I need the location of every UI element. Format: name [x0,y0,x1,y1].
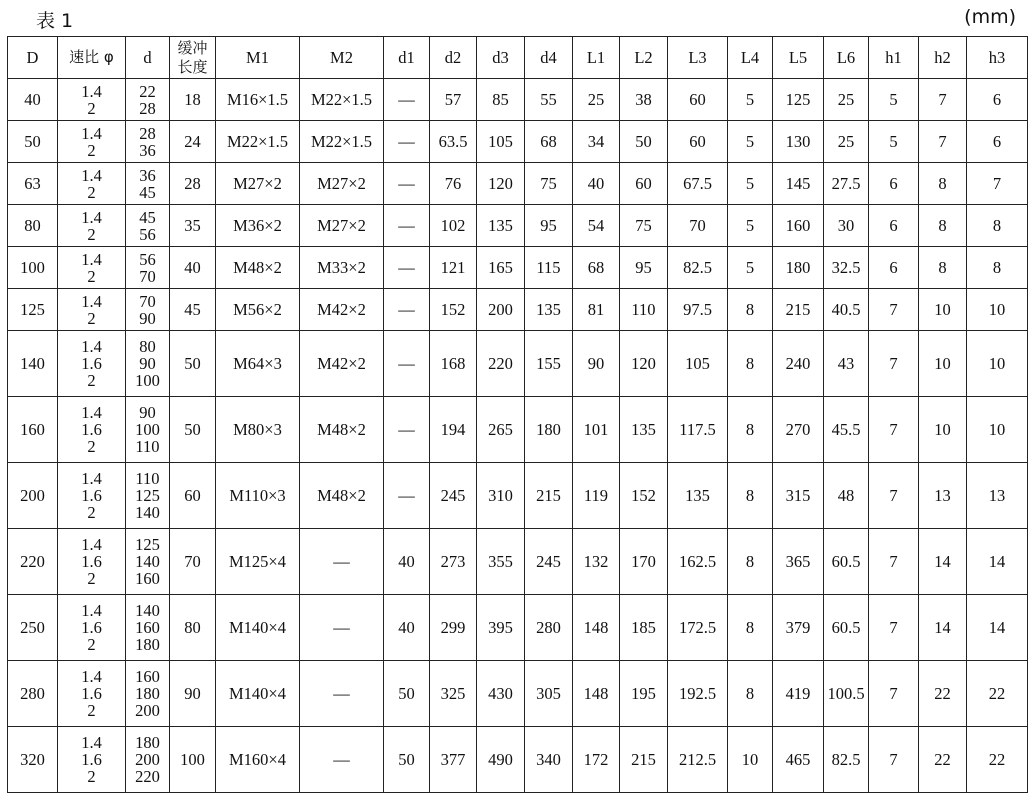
table-cell: 25 [824,79,869,121]
table-cell: 7 [869,397,919,463]
table-cell: 38 [620,79,668,121]
table-cell: 50 [170,331,216,397]
table-cell: 63 [8,163,58,205]
table-cell: 80 90 100 [126,331,170,397]
table-row [8,331,1028,397]
table-row [8,79,1028,121]
table-cell: 1.4 1.6 2 [58,727,126,793]
column-header: D [8,37,58,79]
table-cell: 60 [620,163,668,205]
table-cell: — [384,205,430,247]
table-cell: 379 [773,595,824,661]
table-cell: 48 [824,463,869,529]
table-cell: 5 [728,79,773,121]
column-header: h2 [919,37,967,79]
table-cell: 7 [919,121,967,163]
table-cell: 340 [525,727,573,793]
table-cell: 36 45 [126,163,170,205]
table-cell: 6 [869,163,919,205]
table-cell: 50 [620,121,668,163]
table-cell: 68 [573,247,620,289]
table-cell: 40 [573,163,620,205]
table-cell: 135 [620,397,668,463]
table-cell: 5 [728,121,773,163]
table-cell: 24 [170,121,216,163]
table-cell: 40.5 [824,289,869,331]
table-cell: 105 [477,121,525,163]
table-cell: 7 [869,595,919,661]
table-cell: 50 [170,397,216,463]
table-cell: 125 [8,289,58,331]
table-cell: 5 [728,247,773,289]
table-cell: 135 [525,289,573,331]
table-cell: 132 [573,529,620,595]
table-cell: 160 [8,397,58,463]
table-cell: 5 [728,205,773,247]
table-cell: 75 [525,163,573,205]
column-header: M2 [300,37,384,79]
table-cell: M48×2 [300,397,384,463]
table-cell: 14 [967,529,1028,595]
table-cell: 121 [430,247,477,289]
table-cell: 70 90 [126,289,170,331]
table-cell: 22 [967,661,1028,727]
table-cell: 1.4 2 [58,163,126,205]
table-cell: 125 140 160 [126,529,170,595]
table-cell: M160×4 [216,727,300,793]
table-cell: M42×2 [300,331,384,397]
table-cell: 8 [728,661,773,727]
table-cell: 8 [967,247,1028,289]
table-cell: 135 [668,463,728,529]
table-cell: 7 [869,529,919,595]
table-cell: 299 [430,595,477,661]
table-cell: — [384,331,430,397]
table-cell: M27×2 [216,163,300,205]
table-cell: 273 [430,529,477,595]
header-row [8,37,1028,79]
column-header: d2 [430,37,477,79]
table-row [8,163,1028,205]
table-cell: 14 [919,595,967,661]
table-cell: 22 [967,727,1028,793]
column-header: d1 [384,37,430,79]
column-header: d3 [477,37,525,79]
table-cell: 82.5 [668,247,728,289]
table-cell: 135 [477,205,525,247]
column-header: L4 [728,37,773,79]
table-cell: 7 [869,463,919,529]
table-cell: 1.4 1.6 2 [58,331,126,397]
table-cell: 10 [967,289,1028,331]
table-cell: 1.4 1.6 2 [58,661,126,727]
table-cell: 8 [728,397,773,463]
table-cell: M48×2 [216,247,300,289]
table-cell: 90 100 110 [126,397,170,463]
table-cell: 1.4 2 [58,79,126,121]
table-cell: — [300,727,384,793]
table-cell: 430 [477,661,525,727]
table-cell: M110×3 [216,463,300,529]
table-cell: 50 [384,661,430,727]
table-cell: 76 [430,163,477,205]
table-cell: 63.5 [430,121,477,163]
table-cell: 50 [384,727,430,793]
table-cell: 152 [620,463,668,529]
table-row [8,595,1028,661]
table-cell: — [384,121,430,163]
table-cell: 70 [668,205,728,247]
table-cell: M48×2 [300,463,384,529]
table-cell: 8 [919,247,967,289]
table-cell: 325 [430,661,477,727]
table-cell: 50 [8,121,58,163]
table-cell: 55 [525,79,573,121]
table-cell: 43 [824,331,869,397]
table-cell: M80×3 [216,397,300,463]
table-cell: 35 [170,205,216,247]
table-cell: 8 [919,205,967,247]
table-row [8,661,1028,727]
table-cell: 180 [525,397,573,463]
table-cell: 212.5 [668,727,728,793]
table-cell: 115 [525,247,573,289]
table-cell: 377 [430,727,477,793]
column-header: 缓冲 长度 [170,37,216,79]
table-cell: 192.5 [668,661,728,727]
table-cell: 40 [384,529,430,595]
table-cell: 315 [773,463,824,529]
table-cell: 45 [170,289,216,331]
table-cell: 1.4 1.6 2 [58,529,126,595]
column-header: L5 [773,37,824,79]
table-cell: 28 [170,163,216,205]
table-cell: M64×3 [216,331,300,397]
table-cell: 355 [477,529,525,595]
table-cell: 100 [170,727,216,793]
table-cell: 5 [869,79,919,121]
table-cell: 490 [477,727,525,793]
table-row [8,727,1028,793]
table-cell: 13 [919,463,967,529]
column-header: d [126,37,170,79]
table-cell: 180 [773,247,824,289]
table-cell: 90 [573,331,620,397]
table-cell: 8 [967,205,1028,247]
table-cell: 215 [620,727,668,793]
table-cell: 27.5 [824,163,869,205]
table-row [8,289,1028,331]
table-cell: 140 160 180 [126,595,170,661]
table-cell: 60 [668,121,728,163]
table-cell: M22×1.5 [300,79,384,121]
table-cell: 10 [919,331,967,397]
dimension-table [7,36,1028,793]
table-cell: 215 [525,463,573,529]
column-header: 速比 φ [58,37,126,79]
table-cell: 245 [430,463,477,529]
table-cell: 200 [8,463,58,529]
table-cell: M42×2 [300,289,384,331]
table-cell: 100 [8,247,58,289]
table-cell: 172.5 [668,595,728,661]
table-row [8,397,1028,463]
table-cell: 162.5 [668,529,728,595]
table-cell: 220 [8,529,58,595]
table-cell: 45.5 [824,397,869,463]
table-cell: 56 70 [126,247,170,289]
table-cell: 14 [967,595,1028,661]
table-row [8,205,1028,247]
table-cell: — [384,289,430,331]
table-cell: 1.4 2 [58,289,126,331]
table-cell: 57 [430,79,477,121]
table-cell: 34 [573,121,620,163]
table-cell: M27×2 [300,163,384,205]
table-cell: 1.4 1.6 2 [58,397,126,463]
table-cell: 160 [773,205,824,247]
table-cell: 68 [525,121,573,163]
table-cell: 10 [967,397,1028,463]
table-cell: 365 [773,529,824,595]
table-row [8,121,1028,163]
table-cell: 7 [869,727,919,793]
table-cell: 200 [477,289,525,331]
table-cell: — [384,79,430,121]
table-cell: 95 [620,247,668,289]
column-header: L3 [668,37,728,79]
table-cell: 194 [430,397,477,463]
table-row [8,529,1028,595]
table-cell: 60 [668,79,728,121]
table-cell: 67.5 [668,163,728,205]
table-cell: 80 [170,595,216,661]
table-cell: M36×2 [216,205,300,247]
table-cell: 220 [477,331,525,397]
table-cell: 155 [525,331,573,397]
table-cell: 95 [525,205,573,247]
table-cell: M22×1.5 [216,121,300,163]
table-cell: 8 [728,463,773,529]
column-header: h1 [869,37,919,79]
table-cell: 32.5 [824,247,869,289]
table-cell: 172 [573,727,620,793]
table-row [8,463,1028,529]
table-cell: 6 [967,121,1028,163]
table-cell: 70 [170,529,216,595]
table-cell: 28 36 [126,121,170,163]
table-cell: 180 200 220 [126,727,170,793]
table-cell: 5 [869,121,919,163]
column-header: L2 [620,37,668,79]
table-cell: 465 [773,727,824,793]
table-cell: 60.5 [824,529,869,595]
table-cell: 10 [728,727,773,793]
table-cell: 1.4 2 [58,247,126,289]
table-cell: 160 180 200 [126,661,170,727]
table-cell: M125×4 [216,529,300,595]
table-cell: 195 [620,661,668,727]
table-cell: — [384,397,430,463]
table-cell: 60 [170,463,216,529]
table-cell: 25 [573,79,620,121]
table-cell: — [300,595,384,661]
table-cell: — [300,661,384,727]
table-cell: 395 [477,595,525,661]
table-cell: 117.5 [668,397,728,463]
table-cell: 110 [620,289,668,331]
table-cell: 97.5 [668,289,728,331]
table-cell: 170 [620,529,668,595]
table-cell: 245 [525,529,573,595]
table-cell: M27×2 [300,205,384,247]
column-header: M1 [216,37,300,79]
table-cell: 7 [919,79,967,121]
table-cell: 280 [8,661,58,727]
table-cell: 10 [919,397,967,463]
table-cell: 30 [824,205,869,247]
table-cell: 152 [430,289,477,331]
table-cell: — [384,463,430,529]
table-cell: 5 [728,163,773,205]
table-cell: 265 [477,397,525,463]
table-cell: 25 [824,121,869,163]
table-cell: 148 [573,661,620,727]
table-cell: 320 [8,727,58,793]
table-cell: 14 [919,529,967,595]
table-cell: M140×4 [216,595,300,661]
table-cell: 8 [728,529,773,595]
table-cell: 250 [8,595,58,661]
table-cell: 101 [573,397,620,463]
table-cell: 22 [919,727,967,793]
table-cell: 105 [668,331,728,397]
table-cell: 125 [773,79,824,121]
table-cell: 148 [573,595,620,661]
table-cell: 75 [620,205,668,247]
table-cell: 40 [384,595,430,661]
table-cell: 8 [728,289,773,331]
column-header: L6 [824,37,869,79]
table-cell: 40 [170,247,216,289]
table-cell: 45 56 [126,205,170,247]
table-cell: 60.5 [824,595,869,661]
unit-label: (mm) [964,6,1016,28]
table-cell: 1.4 2 [58,205,126,247]
table-cell: 1.4 2 [58,121,126,163]
table-cell: 7 [869,661,919,727]
table-cell: 13 [967,463,1028,529]
table-cell: 40 [8,79,58,121]
table-cell: 1.4 1.6 2 [58,595,126,661]
table-cell: 8 [728,595,773,661]
column-header: L1 [573,37,620,79]
table-cell: 120 [477,163,525,205]
table-cell: 7 [869,331,919,397]
table-cell: 130 [773,121,824,163]
table-cell: 119 [573,463,620,529]
table-cell: 310 [477,463,525,529]
table-cell: 6 [967,79,1028,121]
table-cell: 165 [477,247,525,289]
table-cell: 8 [919,163,967,205]
table-cell: — [300,529,384,595]
table-cell: 140 [8,331,58,397]
table-cell: 280 [525,595,573,661]
table-cell: 100.5 [824,661,869,727]
table-cell: 7 [967,163,1028,205]
table-cell: 305 [525,661,573,727]
column-header: h3 [967,37,1028,79]
table-cell: 145 [773,163,824,205]
table-caption: 表 1 [36,10,74,32]
table-cell: M22×1.5 [300,121,384,163]
table-cell: 81 [573,289,620,331]
table-cell: 110 125 140 [126,463,170,529]
table-cell: M56×2 [216,289,300,331]
table-cell: 10 [967,331,1028,397]
table-cell: 270 [773,397,824,463]
table-cell: — [384,163,430,205]
table-cell: 1.4 1.6 2 [58,463,126,529]
table-cell: 6 [869,247,919,289]
table-row [8,247,1028,289]
table-cell: 6 [869,205,919,247]
table-cell: 102 [430,205,477,247]
table-cell: 22 28 [126,79,170,121]
table-cell: 215 [773,289,824,331]
table-cell: M140×4 [216,661,300,727]
table-cell: 8 [728,331,773,397]
table-cell: 7 [869,289,919,331]
column-header: d4 [525,37,573,79]
table-cell: 22 [919,661,967,727]
table-cell: 185 [620,595,668,661]
table-cell: — [384,247,430,289]
table-cell: 10 [919,289,967,331]
table-cell: 18 [170,79,216,121]
table-cell: 120 [620,331,668,397]
table-cell: 54 [573,205,620,247]
table-cell: 240 [773,331,824,397]
table-cell: 85 [477,79,525,121]
table-cell: 80 [8,205,58,247]
table-cell: 419 [773,661,824,727]
table-cell: M33×2 [300,247,384,289]
table-cell: 90 [170,661,216,727]
table-cell: M16×1.5 [216,79,300,121]
table-cell: 168 [430,331,477,397]
table-cell: 82.5 [824,727,869,793]
